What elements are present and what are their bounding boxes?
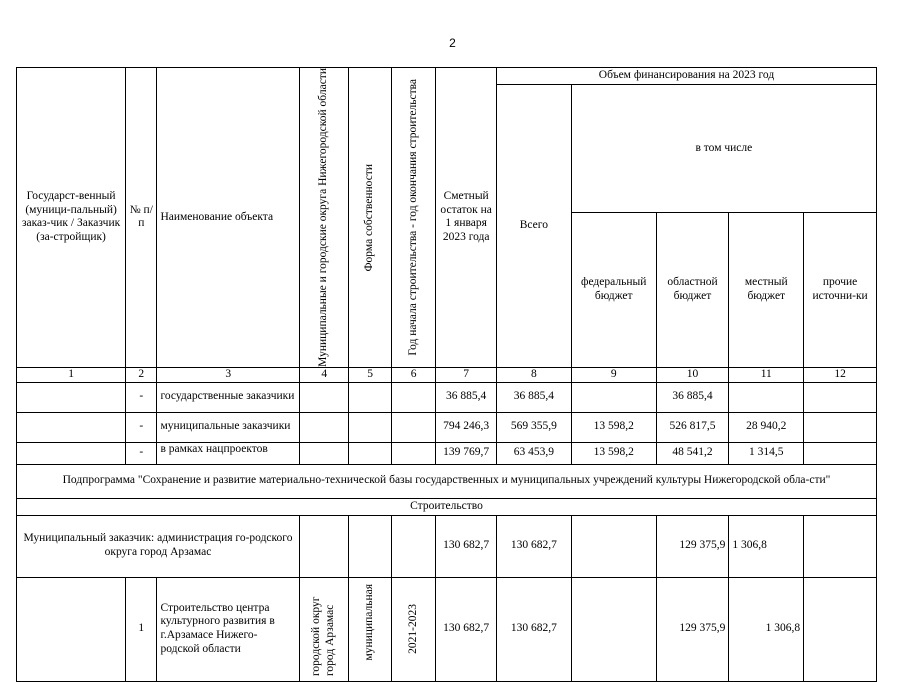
object-num: 1 — [126, 577, 157, 681]
object-regional: 129 375,9 — [656, 577, 729, 681]
row-name: муниципальные заказчики — [157, 412, 299, 442]
object-district — [299, 577, 349, 681]
object-district-text: городской округ город Арзамас — [310, 596, 337, 676]
object-ownership-text: муниципальная — [363, 583, 376, 661]
column-number: 4 — [299, 367, 349, 382]
header-including: в том числе — [571, 85, 876, 213]
row-balance: 36 885,4 — [436, 382, 497, 412]
row-name: в рамках нацпроектов — [157, 442, 299, 464]
row-num: - — [126, 412, 157, 442]
header-num: № п/п — [126, 68, 157, 368]
row-local — [729, 382, 804, 412]
column-number: 9 — [571, 367, 656, 382]
header-local: местный бюджет — [729, 212, 804, 367]
row-total: 36 885,4 — [496, 382, 571, 412]
row-name: государственные заказчики — [157, 382, 299, 412]
column-number: 2 — [126, 367, 157, 382]
header-object-name: Наименование объекта — [157, 68, 299, 368]
customer-local: 1 306,8 — [729, 515, 804, 577]
row-other — [804, 412, 877, 442]
object-name: Строительство центра культурного развития в г.Арзамасе Нижего-родской области — [157, 577, 299, 681]
page-number: 2 — [449, 36, 456, 50]
row-regional: 36 885,4 — [656, 382, 729, 412]
table-row — [17, 442, 877, 464]
header-balance: Сметный остаток на 1 января 2023 года — [436, 68, 497, 368]
section-title: Строительство — [17, 498, 877, 515]
row-balance: 794 246,3 — [436, 412, 497, 442]
header-total: Всего — [496, 85, 571, 368]
header-federal: федеральный бюджет — [571, 212, 656, 367]
column-number: 3 — [157, 367, 299, 382]
header-years — [391, 68, 435, 368]
object-years — [391, 577, 435, 681]
row-federal: 13 598,2 — [571, 412, 656, 442]
header-ownership-text: Форма собственности — [363, 163, 376, 272]
funding-table — [16, 67, 877, 682]
column-number: 1 — [17, 367, 126, 382]
header-years-text: Год начала строительства - год окончания строительства — [406, 79, 419, 356]
row-num: - — [126, 382, 157, 412]
row-local: 1 314,5 — [729, 442, 804, 464]
header-ownership — [349, 68, 391, 368]
subprogram-title: Подпрограмма "Сохранение и развитие материально-технической базы государственных и муниципальных учреждений культуры Нижегородской обла-сти" — [17, 464, 877, 498]
row-local: 28 940,2 — [729, 412, 804, 442]
column-number: 6 — [391, 367, 435, 382]
object-total: 130 682,7 — [496, 577, 571, 681]
table-row — [17, 382, 877, 412]
customer-total: 130 682,7 — [496, 515, 571, 577]
customer-regional: 129 375,9 — [656, 515, 729, 577]
row-regional: 48 541,2 — [656, 442, 729, 464]
column-number: 10 — [656, 367, 729, 382]
customer-name: Муниципальный заказчик: администрация го-родского округа город Арзамас — [17, 515, 300, 577]
header-regional: областной бюджет — [656, 212, 729, 367]
column-number: 7 — [436, 367, 497, 382]
column-numbers-row — [17, 367, 877, 382]
customer-row — [17, 515, 877, 577]
header-customer: Государст-венный (муници-пальный) заказ-чик / Заказчик (за-стройщик) — [17, 68, 126, 368]
row-num: - — [126, 442, 157, 464]
header-funding-group: Объем финансирования на 2023 год — [496, 68, 876, 85]
object-years-text: 2021-2023 — [406, 604, 419, 655]
row-federal: 13 598,2 — [571, 442, 656, 464]
object-balance: 130 682,7 — [436, 577, 497, 681]
column-number: 5 — [349, 367, 391, 382]
row-total: 63 453,9 — [496, 442, 571, 464]
header-district — [299, 68, 349, 368]
row-federal — [571, 382, 656, 412]
column-number: 12 — [804, 367, 877, 382]
header-district-text: Муниципальные и городские округа Нижегородской области — [317, 68, 330, 367]
row-balance: 139 769,7 — [436, 442, 497, 464]
customer-balance: 130 682,7 — [436, 515, 497, 577]
row-other — [804, 382, 877, 412]
column-number: 8 — [496, 367, 571, 382]
object-row — [17, 577, 877, 681]
row-other — [804, 442, 877, 464]
object-local: 1 306,8 — [729, 577, 804, 681]
row-regional: 526 817,5 — [656, 412, 729, 442]
object-ownership — [349, 577, 391, 681]
row-total: 569 355,9 — [496, 412, 571, 442]
column-number: 11 — [729, 367, 804, 382]
header-other: прочие источни-ки — [804, 212, 877, 367]
table-row — [17, 412, 877, 442]
